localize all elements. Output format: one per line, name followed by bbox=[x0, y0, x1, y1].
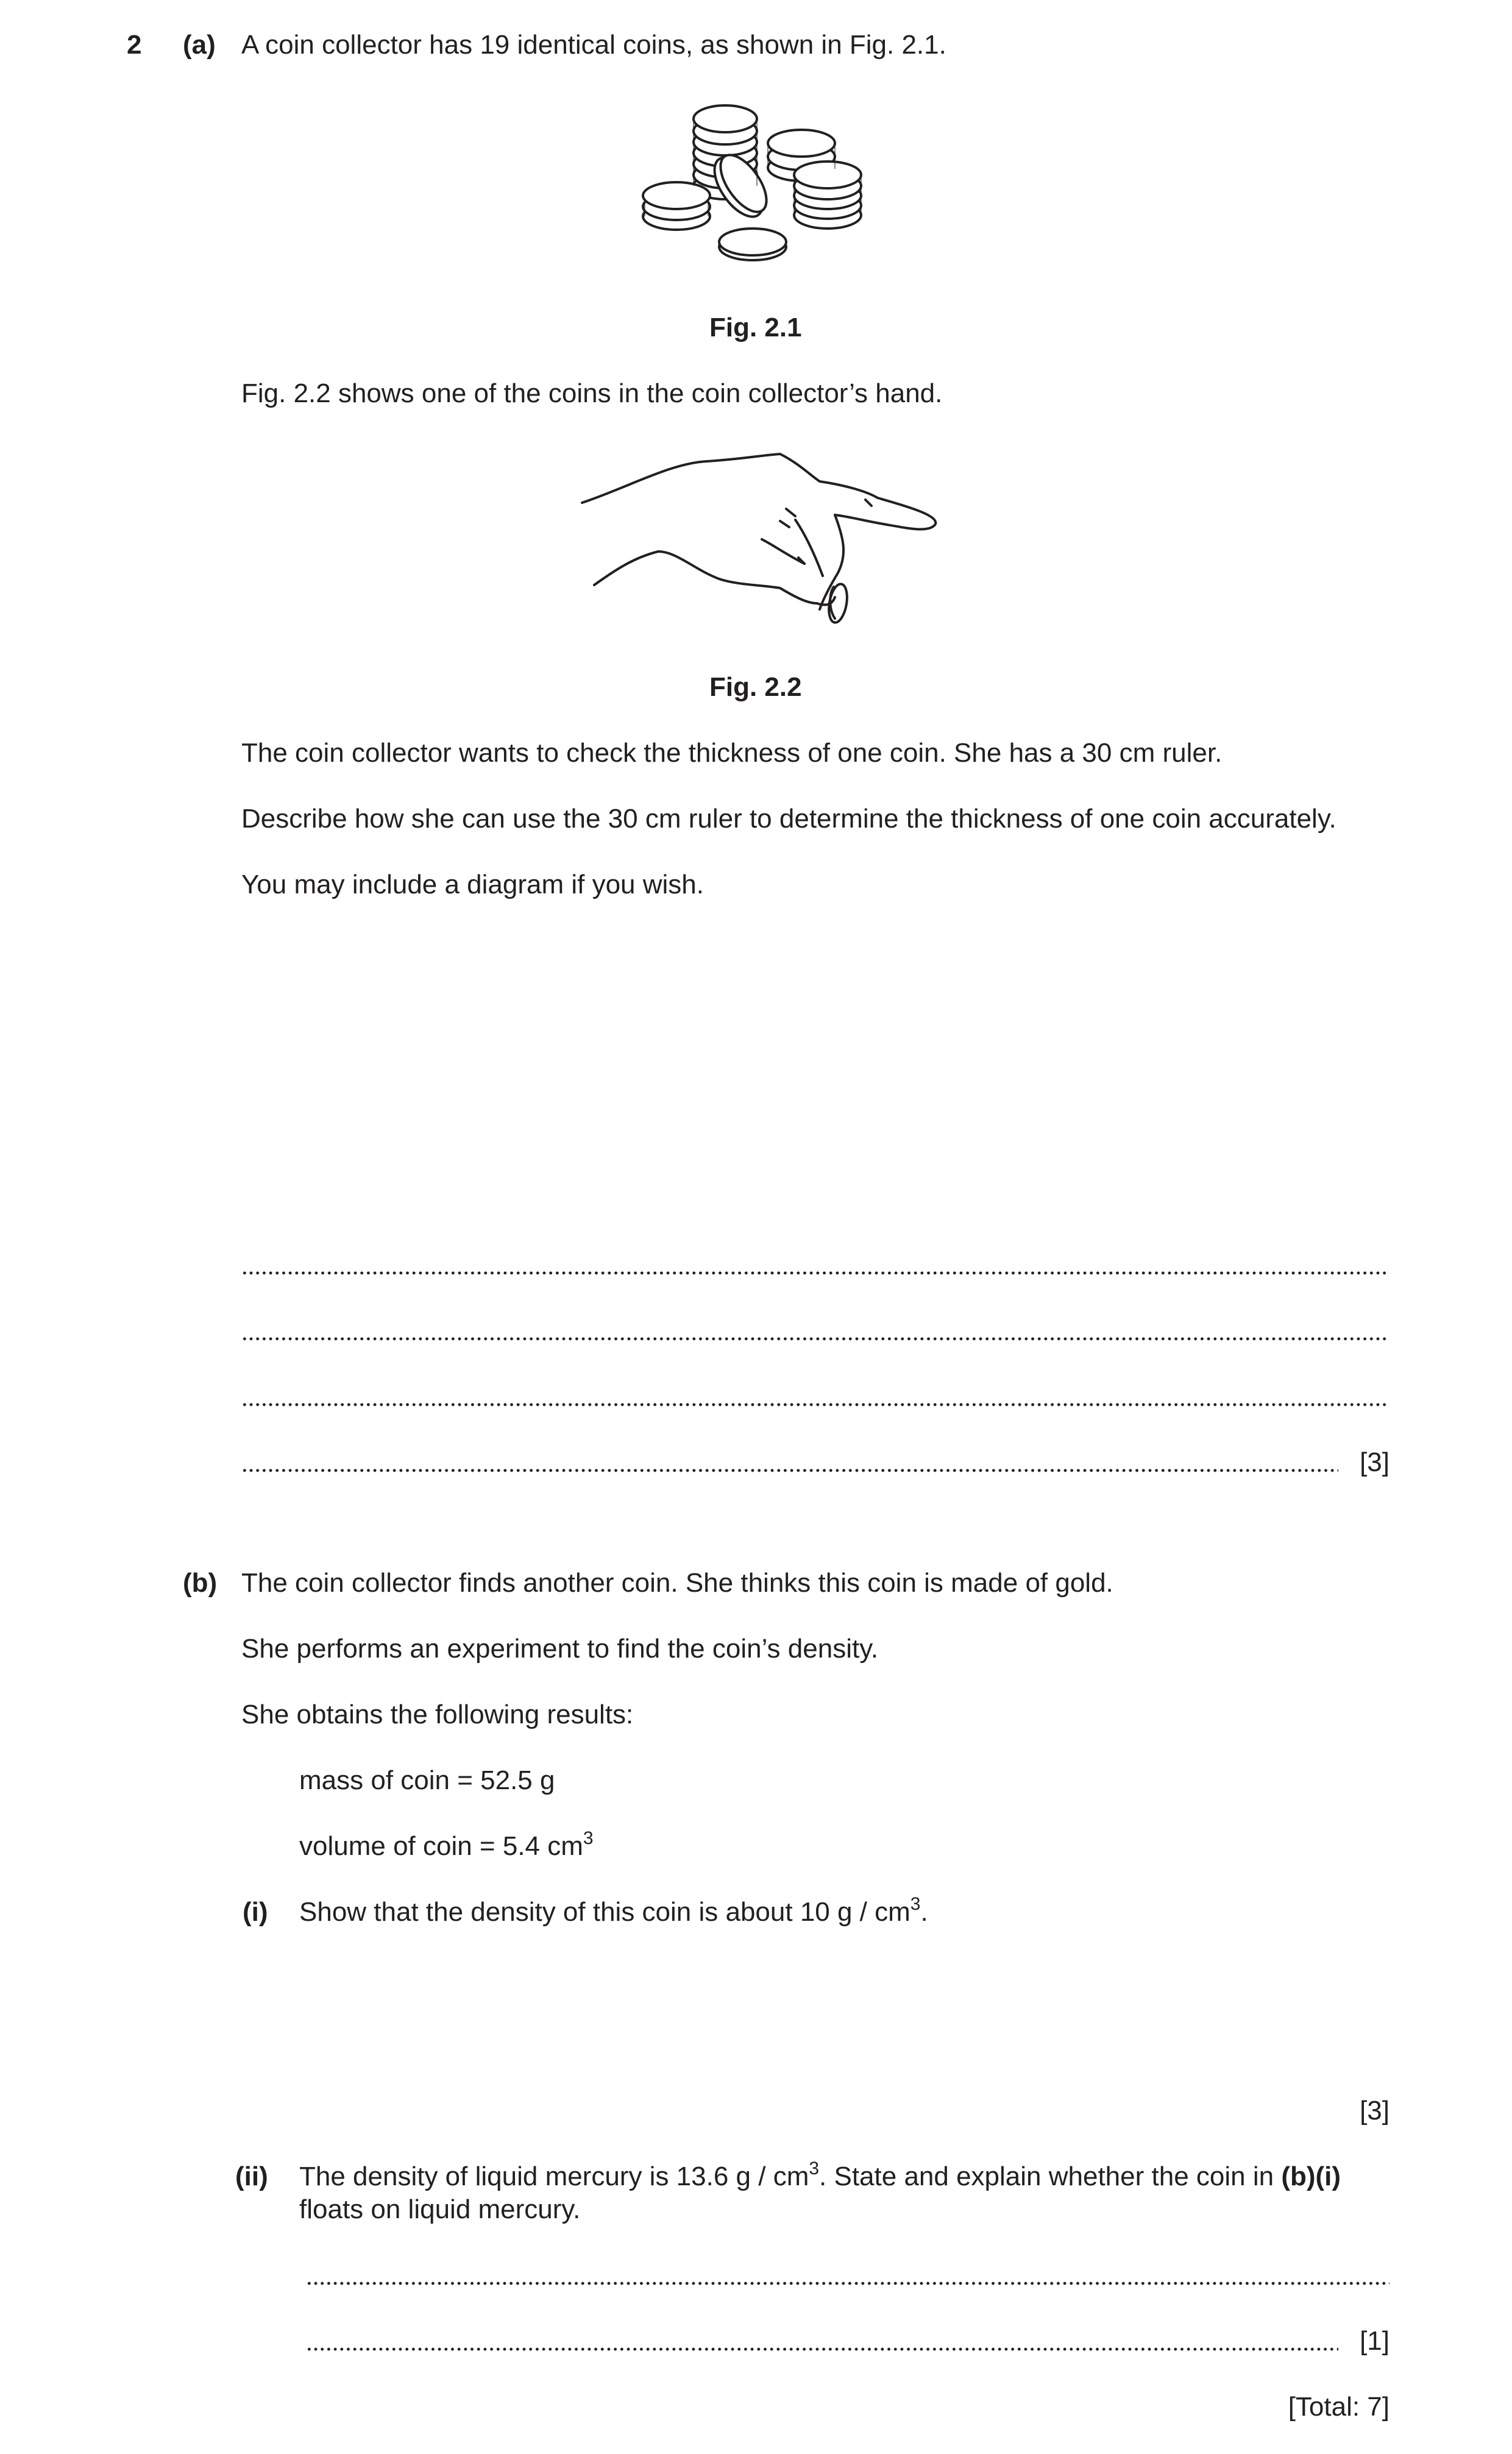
sub-ii-label: (ii) bbox=[235, 2161, 268, 2191]
answer-line[interactable] bbox=[241, 1449, 1338, 1476]
hand-with-coin-figure bbox=[579, 448, 945, 631]
sub-ii-superscript: 3 bbox=[809, 2158, 820, 2179]
part-b-line-3: She obtains the following results: bbox=[241, 1700, 634, 1729]
sub-i-question: Show that the density of this coin is about 10 g / cm bbox=[299, 1897, 910, 1927]
sub-ii-question-b: . State and explain whether the coin in bbox=[819, 2161, 1282, 2191]
total-marks: [Total: 7] bbox=[1288, 2392, 1390, 2422]
part-a-intro: A coin collector has 19 identical coins, as shown in Fig. 2.1. bbox=[241, 30, 946, 60]
volume-superscript: 3 bbox=[583, 1828, 594, 1848]
sub-ii-marks: [1] bbox=[1360, 2326, 1390, 2356]
fig-2-2-intro: Fig. 2.2 shows one of the coins in the coin collector’s hand. bbox=[241, 378, 943, 408]
volume-text: volume of coin = 5.4 cm bbox=[299, 1831, 583, 1861]
part-b-label: (b) bbox=[183, 1568, 218, 1598]
part-a-marks: [3] bbox=[1360, 1447, 1390, 1477]
sub-ii-line-2: floats on liquid mercury. bbox=[299, 2194, 581, 2224]
part-b-line-2: She performs an experiment to find the coin’s density. bbox=[241, 1634, 879, 1664]
answer-line[interactable] bbox=[306, 2328, 1338, 2355]
coins-figure bbox=[634, 94, 890, 271]
part-a-text-3: You may include a diagram if you wish. bbox=[241, 870, 704, 899]
sub-i-end: . bbox=[920, 1897, 928, 1927]
mass-result: mass of coin = 52.5 g bbox=[299, 1765, 555, 1795]
question-number: 2 bbox=[127, 30, 142, 60]
answer-line[interactable] bbox=[241, 1383, 1390, 1410]
answer-line[interactable] bbox=[306, 2262, 1390, 2289]
fig-2-1-caption: Fig. 2.1 bbox=[709, 313, 802, 342]
part-a-label: (a) bbox=[183, 30, 216, 60]
sub-i-marks: [3] bbox=[1360, 2096, 1390, 2126]
sub-ii-question-a: The density of liquid mercury is 13.6 g / cm bbox=[299, 2161, 809, 2191]
sub-i-label: (i) bbox=[243, 1897, 268, 1927]
answer-line[interactable] bbox=[241, 1252, 1390, 1278]
sub-i-text bbox=[299, 1896, 928, 1931]
sub-ii-text bbox=[299, 2158, 1341, 2196]
sub-ii-reference: (b)(i) bbox=[1281, 2161, 1341, 2191]
sub-i-superscript: 3 bbox=[910, 1894, 921, 1914]
volume-result bbox=[299, 1828, 594, 1865]
fig-2-2-caption: Fig. 2.2 bbox=[709, 672, 802, 702]
part-a-text-1: The coin collector wants to check the thickness of one coin. She has a 30 cm ruler. bbox=[241, 738, 1223, 768]
part-b-intro: The coin collector finds another coin. She thinks this coin is made of gold. bbox=[241, 1568, 1113, 1598]
answer-line[interactable] bbox=[241, 1317, 1390, 1344]
part-a-text-2: Describe how she can use the 30 cm ruler to determine the thickness of one coin accurately. bbox=[241, 804, 1336, 834]
